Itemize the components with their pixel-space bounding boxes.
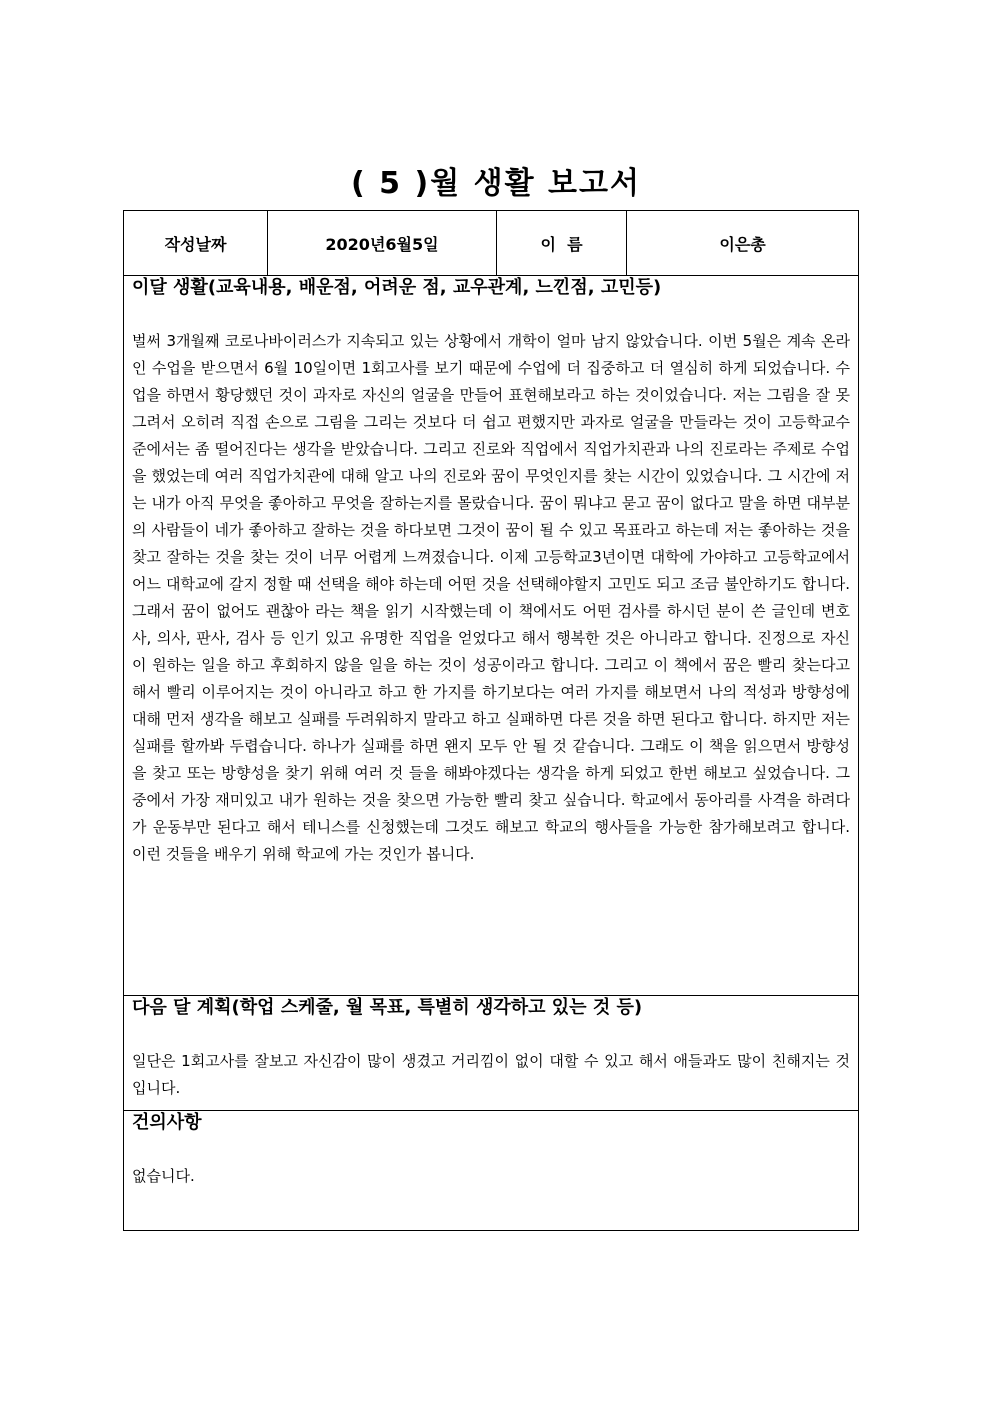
suggestions-section — [124, 1111, 858, 1230]
page-title: ( 5 )월 생활 보고서 — [351, 166, 641, 201]
monthly-life-title: 이달 생활(교육내용, 배운점, 어려운 점, 교우관계, 느낀점, 고민등) — [132, 277, 662, 298]
suggestions-body: 없습니다. — [132, 1167, 195, 1185]
date-label: 작성날짜 — [124, 211, 268, 275]
name-label: 이 름 — [497, 211, 627, 275]
name-value: 이은총 — [719, 234, 766, 254]
monthly-life-body: 벌써 3개월째 코로나바이러스가 지속되고 있는 상황에서 개학이 얼마 남지 않았습니다. 이번 5월은 계속 온라인 수업을 받으면서 6월 10일이면 1회고사를 보기 때문에 수업에 더 집중하고 더 열심히 하게 되었습니다. 수업을 하면서 황당했던 것이 과자로 자신의 얼굴을 만들어 표현해보라고 하는 것이었습니다. 저는 그림을 잘 못 그려서 오히려 직접 손으로 그림을 그리는 것보다 더 쉽고 편했지만 과자로 얼굴을 만들라는 것이 고등학교수준에서는 좀 떨어진다는 생각을 받았습니다. 그리고 진로와 직업에서 직업가치관과 나의 진로라는 주제로 수업을 했었는데 여러 직업가치관에 대해 알고 나의 진로와 꿈이 무엇인지를 찾는 시간이 있었습니다. 그 시간에 저는 내가 아직 무엇을 좋아하고 무엇을 잘하는지를 몰랐습니다. 꿈이 뭐냐고 묻고 꿈이 없다고 말을 하면 대부분의 사람들이 네가 좋아하고 잘하는 것을 하다보면 그것이 꿈이 될 수 있고 목표라고 하는데 저는 좋아하는 것을 찾고 잘하는 것을 찾는 것이 너무 어렵게 느껴졌습니다. 이제 고등학교3년이면 대학에 가야하고 고등학교에서 어느 대학교에 갈지 정할 때 선택을 해야 하는데 어떤 것을 선택해야할지 고민도 되고 조금 불안하기도 합니다. 그래서 꿈이 없어도 괜찮아 라는 책을 읽기 시작했는데 이 책에서도 어떤 검사를 하시던 분이 쓴 글인데 변호사, 의사, 판사, 검사 등 인기 있고 유명한 직업을 얻었다고 해서 행복한 것은 아니라고 합니다. 진정으로 자신이 원하는 일을 하고 후회하지 않을 일을 하는 것이 성공이라고 합니다. 그리고 이 책에서 꿈은 빨리 찾는다고 해서 빨리 이루어지는 것이 아니라고 하고 한 가지를 하기보다는 여러 가지를 해보면서 나의 적성과 방향성에대해 먼저 생각을 해보고 실패를 두려워하지 말라고 하고 실패하면 다른 것을 하면 된다고 합니다. 하지만 저는 실패를 할까봐 두렵습니다. 하나가 실패를 하면 왠지 모두 안 될 것 같습니다. 그래도 이 책을 읽으면서 방향성을 찾고 또는 방향성을 찾기 위해 여러 것 들을 해봐야겠다는 생각을 하게 되었고 한번 해보고 싶었습니다. 그중에서 가장 재미있고 내가 원하는 것을 찾으면 가능한 빨리 찾고 싶습니다. 학교에서 동아리를 사격을 하려다가 운동부만 된다고 해서 테니스를 신청했는데 그것도 해보고 학교의 행사들을 가능한 참가해보려고 합니다. 이런 것들을 배우기 위해 학교에 가는 것인가 봅니다. — [132, 332, 850, 863]
suggestions-title: 건의사항 — [132, 1112, 202, 1133]
monthly-life-section — [124, 276, 858, 996]
report-table — [123, 210, 859, 1231]
next-month-plan-section — [124, 996, 858, 1111]
header-row — [124, 211, 858, 276]
date-value: 2020년6월5일 — [268, 211, 497, 275]
next-month-plan-body: 일단은 1회고사를 잘보고 자신감이 많이 생겼고 거리낌이 없이 대할 수 있고 해서 애들과도 많이 친해지는 것 입니다. — [132, 1052, 850, 1097]
next-month-plan-title: 다음 달 계획(학업 스케줄, 월 목표, 특별히 생각하고 있는 것 등) — [132, 997, 643, 1018]
